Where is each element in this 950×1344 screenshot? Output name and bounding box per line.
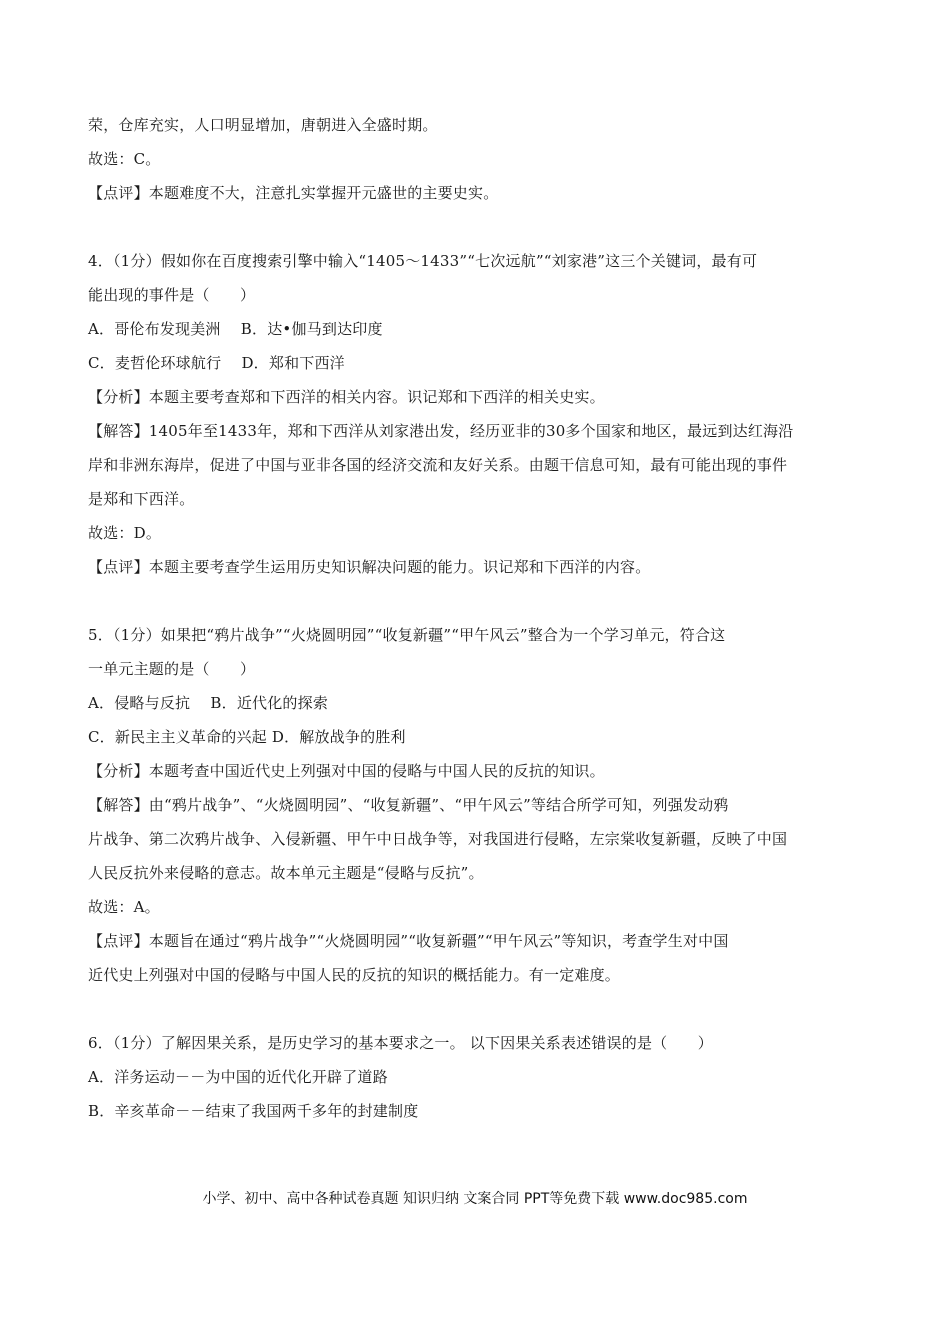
q5-options-ab: A．侵略与反抗 B．近代化的探索 [88,694,329,712]
q6-option-b: B．辛亥革命－－结束了我国两千多年的封建制度 [88,1102,419,1120]
q4-stem-line2: 能出现的事件是（ ） [88,286,256,304]
q4-analysis: 【分析】本题主要考查郑和下西洋的相关内容。识记郑和下西洋的相关史实。 [88,388,605,406]
q5-analysis: 【分析】本题考查中国近代史上列强对中国的侵略与中国人民的反抗的知识。 [88,762,605,780]
page-footer: 小学、初中、高中各种试卷真题 知识归纳 文案合同 PPT等免费下载 www.doc985.com [202,1191,748,1207]
q5-solution-line3: 人民反抗外来侵略的意志。故本单元主题是“侵略与反抗”。 [88,864,484,882]
q4-solution-line2: 岸和非洲东海岸，促进了中国与亚非各国的经济交流和友好关系。由题干信息可知，最有可能出现的事件 [88,456,788,474]
q4-solution-line1: 【解答】1405年至1433年，郑和下西洋从刘家港出发，经历亚非的30多个国家和地区，最远到达红海沿 [88,422,794,440]
q5-options-cd: C．新民主主义革命的兴起 D．解放战争的胜利 [88,728,406,746]
spacer [88,210,868,244]
q4-stem-line1: 4．（1分）假如你在百度搜索引擎中输入“1405～1433”“七次远航”“刘家港”这三个关键词，最有可 [88,252,758,270]
q4-solution-line3: 是郑和下西洋。 [88,490,195,508]
q4-options-ab: A．哥伦布发现美洲 B．达•伽马到达印度 [88,320,383,338]
spacer [88,992,868,1026]
q5-answer: 故选：A。 [88,898,160,916]
q5-comment-line1: 【点评】本题旨在通过“鸦片战争”“火烧圆明园”“收复新疆”“甲午风云”等知识，考查学生对中国 [88,932,729,950]
q4-answer: 故选：D。 [88,524,162,542]
q6-option-a: A．洋务运动－－为中国的近代化开辟了道路 [88,1068,388,1086]
q5-comment-line2: 近代史上列强对中国的侵略与中国人民的反抗的知识的概括能力。有一定难度。 [88,966,621,984]
q3-comment: 【点评】本题难度不大，注意扎实掌握开元盛世的主要史实。 [88,184,499,202]
q3-explanation-tail: 荣，仓库充实，人口明显增加，唐朝进入全盛时期。 [88,116,438,134]
q5-solution-line1: 【解答】由“鸦片战争”、“火烧圆明园”、“收复新疆”、“甲午风云”等结合所学可知，列强发动鸦 [88,796,729,814]
document-body [88,108,868,1128]
q4-comment: 【点评】本题主要考查学生运用历史知识解决问题的能力。识记郑和下西洋的内容。 [88,558,651,576]
q4-options-cd: C．麦哲伦环球航行 D．郑和下西洋 [88,354,345,372]
q5-solution-line2: 片战争、第二次鸦片战争、入侵新疆、甲午中日战争等，对我国进行侵略，左宗棠收复新疆，反映了中国 [88,830,788,848]
q5-stem-line2: 一单元主题的是（ ） [88,660,256,678]
q6-stem: 6．（1分）了解因果关系，是历史学习的基本要求之一。 以下因果关系表述错误的是（ ） [88,1034,713,1052]
spacer [88,584,868,618]
q5-stem-line1: 5．（1分）如果把“鸦片战争”“火烧圆明园”“收复新疆”“甲午风云”整合为一个学习单元，符合这 [88,626,726,644]
q3-answer: 故选：C。 [88,150,161,168]
